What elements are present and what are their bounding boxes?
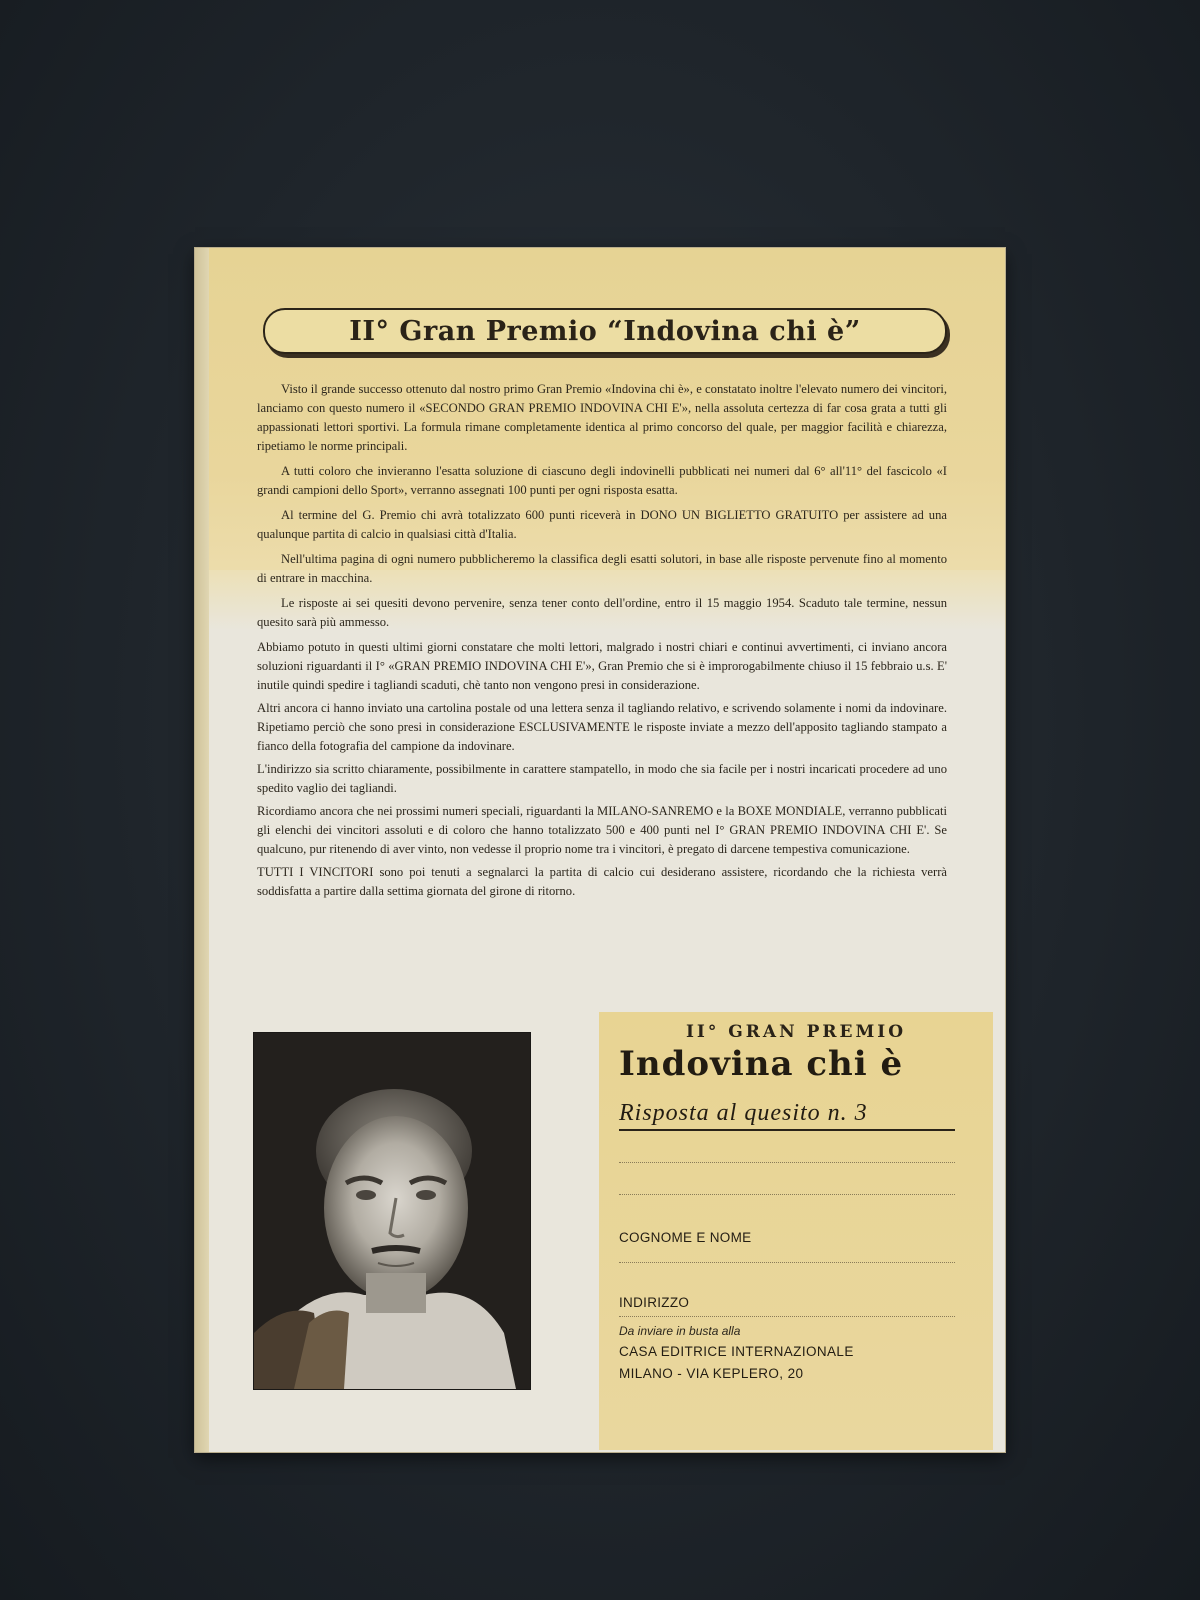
spine-edge: [195, 248, 209, 1452]
send-instructions: Da inviare in busta alla: [619, 1324, 741, 1338]
coupon-subtitle: Risposta al quesito n. 3: [619, 1100, 955, 1131]
publisher-address: MILANO - VIA KEPLERO, 20: [619, 1366, 804, 1381]
answer-line[interactable]: [619, 1194, 955, 1195]
paragraph: L'indirizzo sia scritto chiaramente, possibilmente in carattere stampatello, in modo che sia facile per i nostri incaricati procedere ad uno spedito vaglio dei tagliandi.: [257, 762, 947, 795]
paragraph: TUTTI I VINCITORI sono poi tenuti a segnalarci la partita di calcio cui desiderano assistere, ricordando che la richiesta verrà soddisfatta a partire dalla settima giornata del girone di ritorno.: [257, 865, 947, 898]
page-title: II° Gran Premio “Indovina chi è”: [349, 315, 861, 347]
address-field-line[interactable]: [619, 1316, 955, 1317]
name-field-line[interactable]: [619, 1262, 955, 1263]
entry-coupon: [599, 1012, 993, 1450]
paragraph: Al termine del G. Premio chi avrà totalizzato 600 punti riceverà in DONO UN BIGLIETTO GRATUITO per assistere ad una qualunque partita di calcio in qualsiasi città d'Italia.: [257, 508, 947, 541]
paragraph: Le risposte ai sei quesiti devono pervenire, senza tener conto dell'ordine, entro il 15 maggio 1954. Scaduto tale termine, nessun quesito sarà più ammesso.: [257, 596, 947, 629]
paragraph: Visto il grande successo ottenuto dal nostro primo Gran Premio «Indovina chi è», e constatato inoltre l'elevato numero dei vincitori, lanciamo con questo numero il «SECONDO GRAN PREMIO INDOVINA CHI E'», nella assoluta certezza di far cosa grata a tutti gli appassionati lettori sportivi. La formula rimane completamente identica al primo concorso del quale, per maggior facilità e chiarezza, ripetiamo le norme principali.: [257, 382, 947, 453]
coupon-kicker: II° GRAN PREMIO: [685, 1022, 907, 1042]
paragraph: Altri ancora ci hanno inviato una cartolina postale od una lettera senza il tagliando relativo, e scrivendo solamente i nomi da indovinare. Ripetiamo perciò che sono presi in considerazione ESCLUSIVAMENTE le risposte inviate a mezzo dell'apposito tagliando stampato a fianco della fotografia del campione da indovinare.: [257, 701, 947, 753]
paragraph: Ricordiamo ancora che nei prossimi numeri speciali, riguardanti la MILANO-SANREMO e la BOXE MONDIALE, verranno pubblicati gli elenchi dei vincitori assoluti e di coloro che hanno totalizzato 500 e 400 punti nel I° GRAN PREMIO INDOVINA CHI E'. Se qualcuno, pur ritenendo di aver vinto, non vedesse il proprio nome tra i vincitori, è pregato di darcene tempestiva comunicazione.: [257, 804, 947, 856]
title-banner: [263, 308, 947, 354]
magazine-back-cover: [195, 248, 1005, 1452]
athlete-photo: [253, 1032, 531, 1390]
answer-line[interactable]: [619, 1162, 955, 1163]
address-field-label: INDIRIZZO: [619, 1295, 690, 1310]
paragraph: Nell'ultima pagina di ogni numero pubblicheremo la classifica degli esatti solutori, in base alle risposte pervenute fino al momento di entrare in macchina.: [257, 552, 947, 585]
paragraph: Abbiamo potuto in questi ultimi giorni constatare che molti lettori, malgrado i nostri chiari e continui avvertimenti, ci inviano ancora soluzioni riguardanti il I° «GRAN PREMIO INDOVINA CHI E'», Gran Premio che si è improrogabilmente chiuso il 15 febbraio u.s. E' inutile quindi spedire i tagliandi scaduti, chè tanto non vengono presi in considerazione.: [257, 640, 947, 692]
coupon-title: Indovina chi è: [619, 1044, 904, 1084]
paragraph: A tutti coloro che invieranno l'esatta soluzione di ciascuno degli indovinelli pubblicati nei numeri dal 6° all'11° del fascicolo «I grandi campioni dello Sport», verranno assegnati 100 punti per ogni risposta esatta.: [257, 464, 947, 497]
name-field-label: COGNOME E NOME: [619, 1230, 752, 1245]
publisher-name: CASA EDITRICE INTERNAZIONALE: [619, 1344, 854, 1359]
rules-text: [257, 380, 947, 905]
portrait-illustration: [254, 1033, 530, 1389]
